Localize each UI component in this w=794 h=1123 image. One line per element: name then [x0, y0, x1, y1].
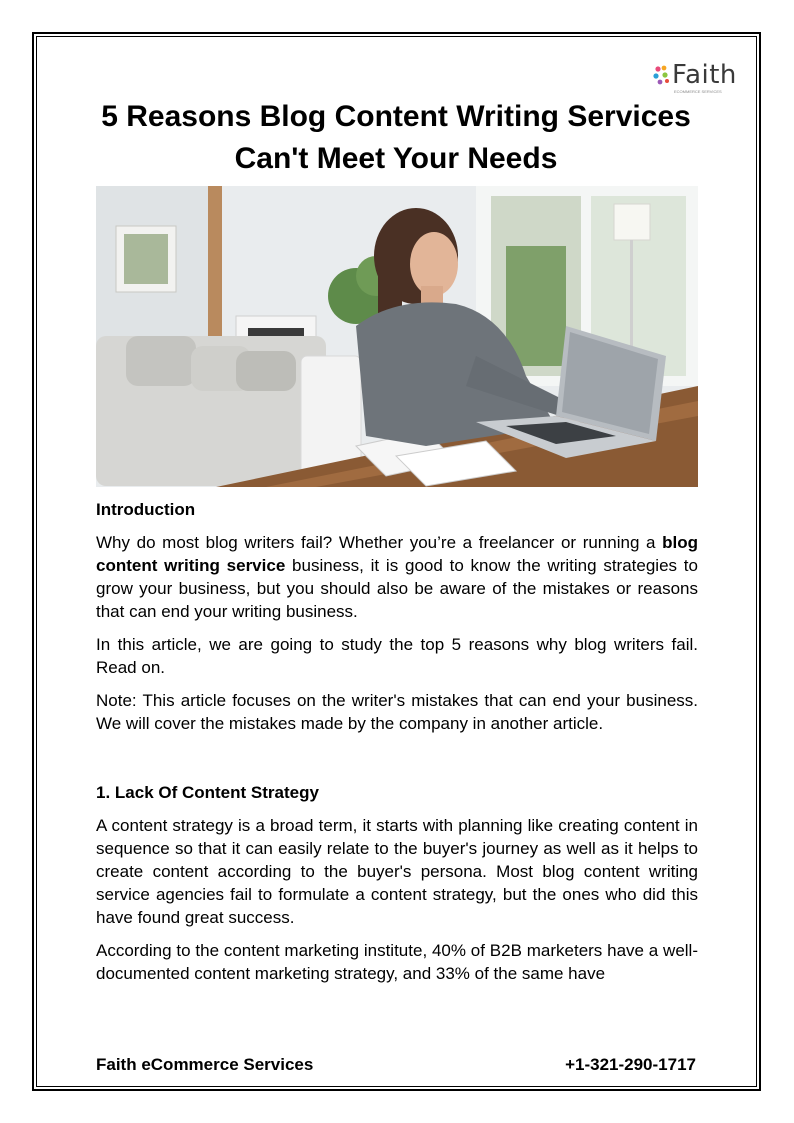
intro-p1-text-b: business, it is good to know the writing strategies to grow your business, but you should also be aware of the mistakes or reasons that can end your writing business.: [96, 556, 698, 621]
logo-tagline: ECOMMERCE SERVICES: [674, 89, 722, 94]
hero-image: [96, 186, 698, 487]
logo-text: Faith: [672, 60, 737, 90]
intro-paragraph-2: In this article, we are going to study the top 5 reasons why blog writers fail. Read on.: [96, 635, 698, 677]
page-title: 5 Reasons Blog Content Writing Services Can't Meet Your Needs: [101, 100, 691, 175]
article-body: [96, 498, 698, 995]
section-spacer: [96, 745, 698, 781]
section-1-paragraph-2: According to the content marketing institute, 40% of B2B marketers have a well-documented content marketing strategy, and 33% of the same have: [96, 941, 698, 983]
intro-p1-link: blog content writing service: [96, 533, 698, 575]
intro-heading: Introduction: [96, 500, 196, 519]
footer-phone: +1-321-290-1717: [565, 1055, 696, 1074]
section-1-heading: 1. Lack Of Content Strategy: [96, 783, 319, 802]
intro-paragraph-1: [96, 531, 698, 623]
faith-logo: [652, 60, 742, 96]
footer-company: Faith eCommerce Services: [96, 1055, 314, 1074]
flower-logo-icon: [652, 64, 672, 90]
intro-p1-text-a: Why do most blog writers fail? Whether you’re a freelancer or running a: [96, 533, 663, 552]
section-1-paragraph-1: A content strategy is a broad term, it starts with planning like creating content in sequence so that it can easily relate to the buyer's journey as well as it helps to create content according to the buyer's persona. Most blog content writing service agencies fail to formulate a content strategy, but the ones who did this have found great success.: [96, 816, 698, 927]
intro-paragraph-3: Note: This article focuses on the writer's mistakes that can end your business. We will cover the mistakes made by the company in another article.: [96, 691, 698, 733]
